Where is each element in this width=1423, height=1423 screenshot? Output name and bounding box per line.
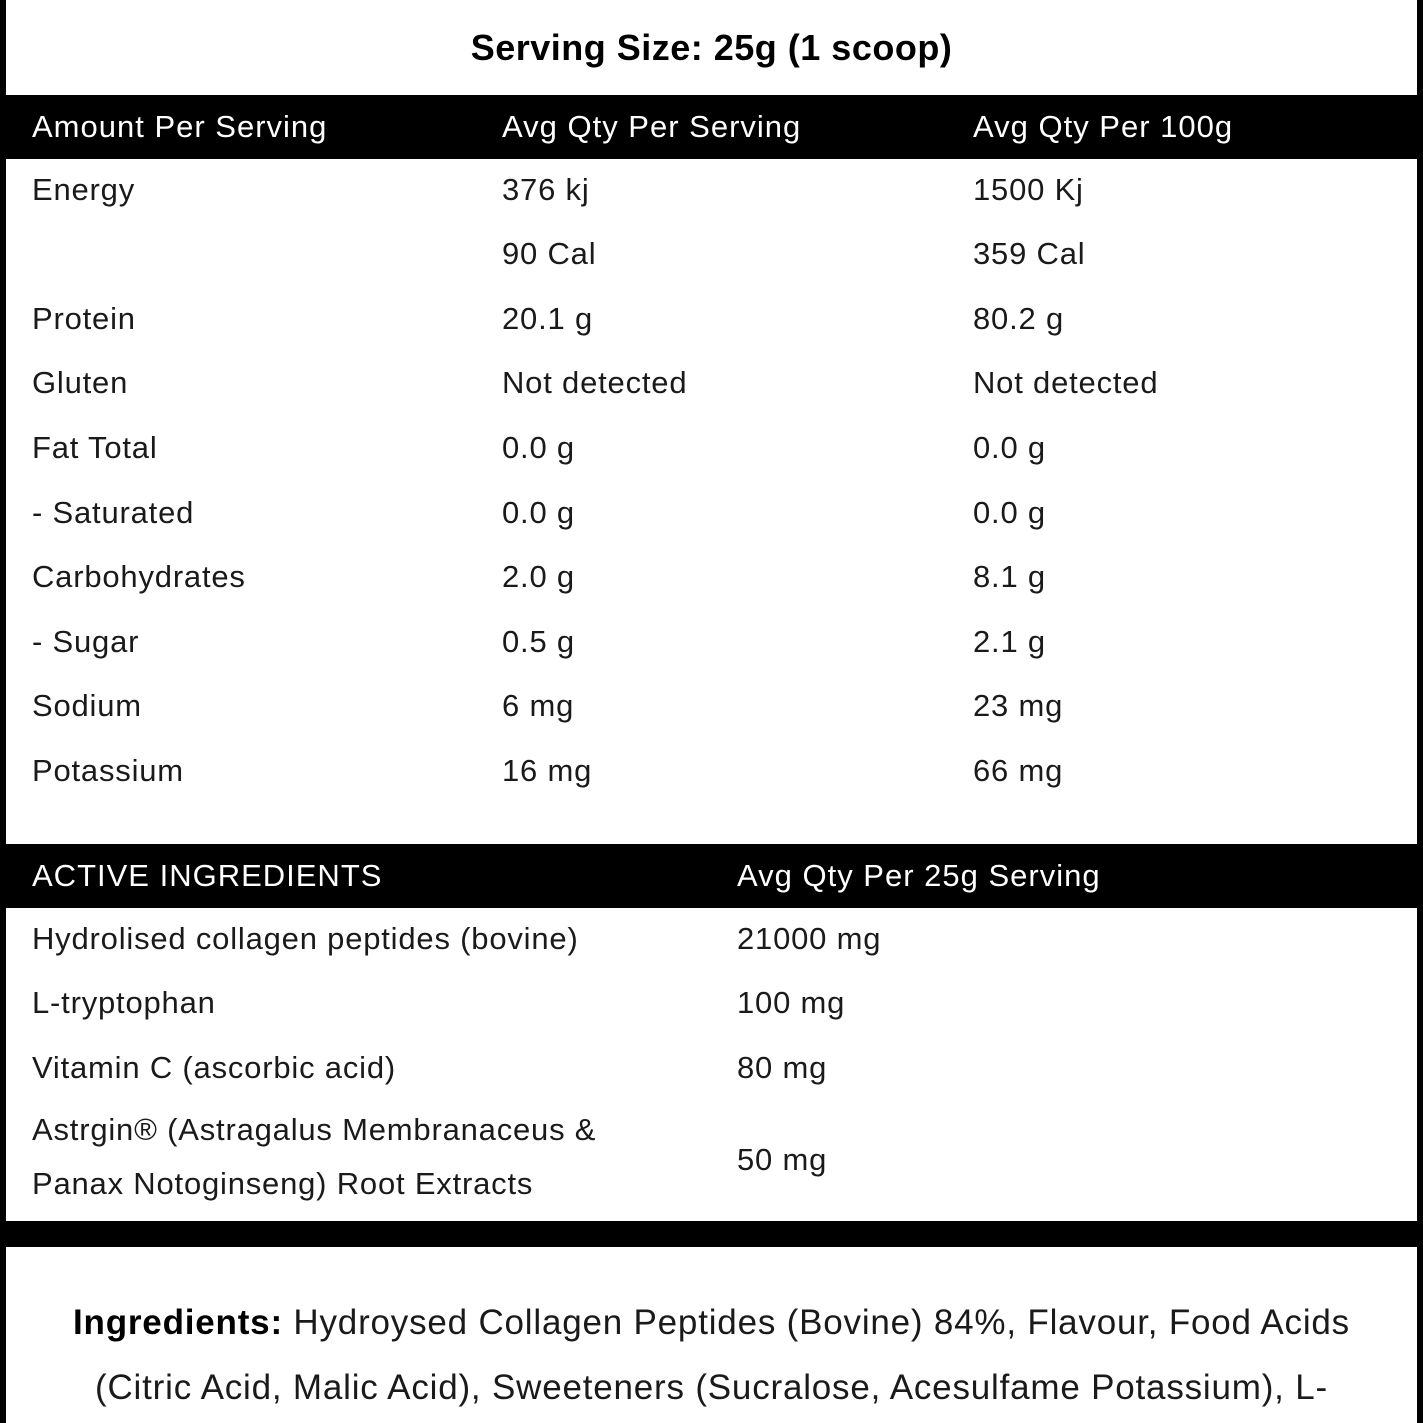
table-row	[6, 907, 1417, 972]
table-row	[6, 287, 1417, 352]
section-divider	[6, 1221, 1417, 1247]
nutrient-per-100g: 8.1 g	[973, 559, 1046, 594]
active-ingredient-name: Vitamin C (ascorbic acid)	[32, 1050, 396, 1085]
table-row	[6, 674, 1417, 739]
nutrient-per-100g: 1500 Kj	[973, 172, 1084, 207]
nutrient-per-serving: 6 mg	[502, 688, 575, 723]
table-row	[6, 1128, 1417, 1193]
header-active-ingredients: ACTIVE INGREDIENTS	[32, 858, 383, 893]
nutrient-per-100g: 0.0 g	[973, 430, 1046, 465]
nutrient-per-serving: 0.5 g	[502, 624, 575, 659]
table-row	[6, 971, 1417, 1036]
active-ingredient-qty: 80 mg	[737, 1050, 828, 1085]
table-row	[6, 739, 1417, 804]
nutrient-name: Gluten	[32, 365, 129, 400]
nutrient-per-serving: 0.0 g	[502, 430, 575, 465]
table-row	[6, 481, 1417, 546]
nutrient-name: - Sugar	[32, 624, 140, 659]
active-ingredient-name-line1: Astrgin® (Astragalus Membranaceus &	[32, 1112, 597, 1147]
nutrient-name: Potassium	[32, 753, 184, 788]
active-ingredient-name: L-tryptophan	[32, 985, 216, 1020]
nutrient-name: Energy	[32, 172, 136, 207]
nutrient-per-serving: 90 Cal	[502, 236, 597, 271]
ingredients-paragraph	[6, 1290, 1417, 1420]
ingredients-text: Hydroysed Collagen Peptides (Bovine) 84%, Flavour, Food Acids (Citric Acid, Malic Acid), Sweeteners (Sucralose, Acesulfame Potassium), L-	[95, 1303, 1350, 1407]
active-ingredient-qty: 100 mg	[737, 985, 846, 1020]
nutrient-per-100g: 2.1 g	[973, 624, 1046, 659]
nutrient-per-serving: 2.0 g	[502, 559, 575, 594]
nutrient-name: Carbohydrates	[32, 559, 246, 594]
nutrient-per-100g: 66 mg	[973, 753, 1064, 788]
active-ingredient-name-line2: Panax Notoginseng) Root Extracts	[32, 1166, 534, 1201]
nutrient-per-serving: 376 kj	[502, 172, 590, 207]
header-avg-qty-per-25g: Avg Qty Per 25g Serving	[737, 858, 1101, 893]
header-avg-qty-per-serving: Avg Qty Per Serving	[502, 109, 802, 144]
nutrient-per-serving: 20.1 g	[502, 301, 593, 336]
nutrient-name: Sodium	[32, 688, 142, 723]
header-amount-per-serving: Amount Per Serving	[32, 109, 328, 144]
nutrient-name: Protein	[32, 301, 136, 336]
nutrient-name: Fat Total	[32, 430, 158, 465]
nutrient-per-100g: 80.2 g	[973, 301, 1064, 336]
nutrient-per-100g: 23 mg	[973, 688, 1064, 723]
nutrient-per-100g: 359 Cal	[973, 236, 1086, 271]
nutrient-per-100g: 0.0 g	[973, 495, 1046, 530]
nutrient-per-serving: 16 mg	[502, 753, 593, 788]
active-ingredients-header-bar	[6, 844, 1417, 908]
active-ingredient-qty: 50 mg	[737, 1142, 828, 1177]
table-row	[6, 1036, 1417, 1101]
table-row	[6, 222, 1417, 287]
header-avg-qty-per-100g: Avg Qty Per 100g	[973, 109, 1234, 144]
table-row	[6, 545, 1417, 610]
serving-size-title: Serving Size: 25g (1 scoop)	[470, 26, 953, 68]
table-row	[6, 416, 1417, 481]
table-row	[6, 158, 1417, 223]
nutrition-header-bar	[6, 95, 1417, 159]
nutrient-per-100g: Not detected	[973, 365, 1159, 400]
ingredients-label: Ingredients:	[73, 1303, 283, 1342]
table-row	[6, 351, 1417, 416]
nutrient-per-serving: 0.0 g	[502, 495, 575, 530]
table-row	[6, 610, 1417, 675]
active-ingredient-qty: 21000 mg	[737, 921, 882, 956]
active-ingredient-name: Hydrolised collagen peptides (bovine)	[32, 921, 579, 956]
nutrient-name: - Saturated	[32, 495, 195, 530]
nutrient-per-serving: Not detected	[502, 365, 688, 400]
